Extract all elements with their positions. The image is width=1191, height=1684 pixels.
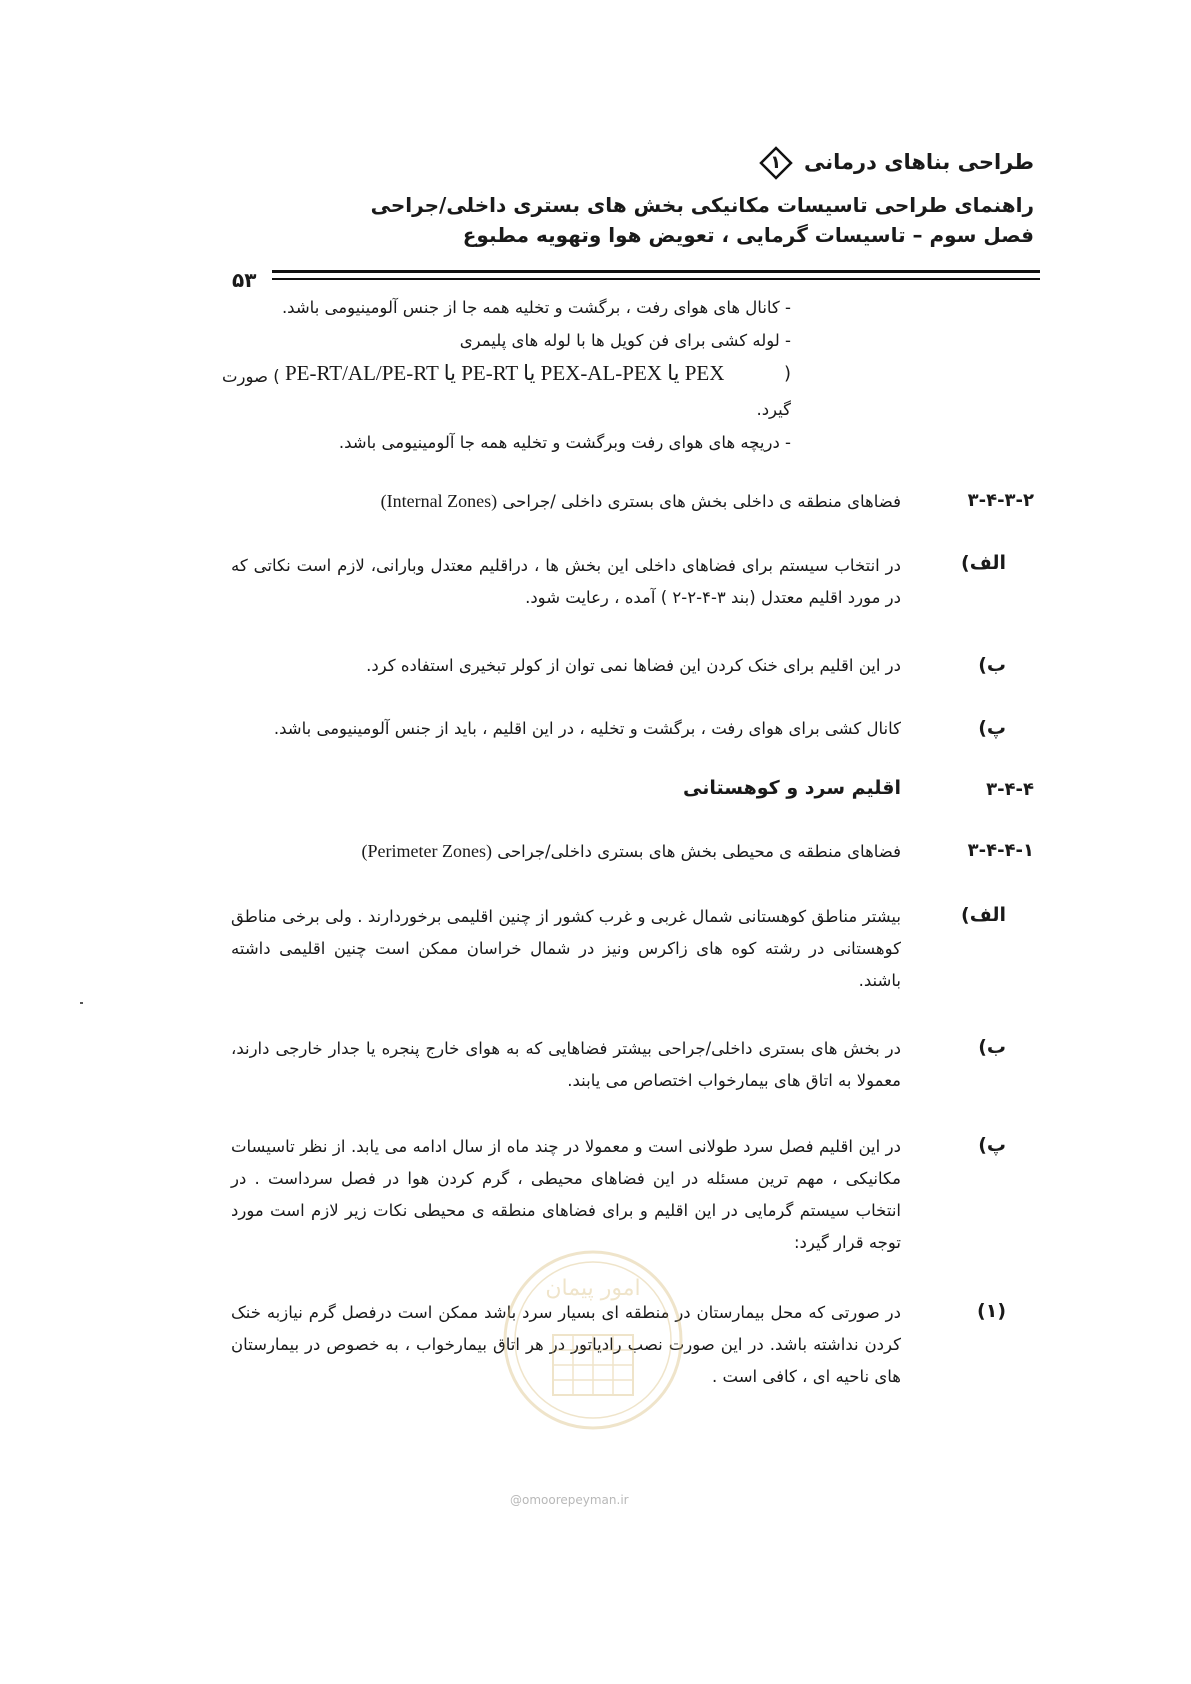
bullet-item: - دریچه های هوای رفت وبرگشت و تخلیه همه جا آلومینیومی باشد. <box>338 433 791 452</box>
item-text: کانال کشی برای هوای رفت ، برگشت و تخلیه ، در این اقلیم ، باید از جنس آلومینیومی باشد. <box>273 719 901 738</box>
item-text: در انتخاب سیستم برای فضاهای داخلی این بخش ها ، دراقلیم معتدل وبارانی، لازم است نکاتی که در مورد اقلیم معتدل (بند ۳-۴-۲-۲ ) آمده ، رعایت شود. <box>231 556 901 607</box>
section-number: ۳-۴-۴ <box>986 779 1034 800</box>
bullet-item: - کانال های هوای رفت ، برگشت و تخلیه همه جا از جنس آلومینیومی باشد. <box>281 298 791 317</box>
item-marker: پ) <box>978 1134 1006 1156</box>
watermark-text: @omoorepeyman.ir <box>510 1493 629 1507</box>
section-title-fa: فضاهای منطقه ی داخلی بخش های بستری داخلی /جراحی <box>502 492 901 511</box>
item-text: در صورتی که محل بیمارستان در منطقه ای بسیار سرد باشد ممکن است درفصل گرم نیازبه خنک کردن نداشته باشد. در این صورت نصب رادیاتور در هر اتاق بیمارخواب ، به خصوص در بیمارستان های ناحیه ای ، کافی است . <box>231 1303 901 1386</box>
header-chapter: فصل سوم – تاسیسات گرمایی ، تعویض هوا وتهویه مطبوع <box>462 223 1034 247</box>
stamp-text: امور پیمان <box>545 1276 641 1301</box>
section-title: اقلیم سرد و کوهستانی <box>683 777 901 799</box>
pipe-types-list: PE-RT/AL/PE-RT یا PE-RT یا PEX-AL-PEX یا PEX <box>285 361 725 385</box>
item-text: در این اقلیم فصل سرد طولانی است و معمولا در چند ماه از سال ادامه می یابد. از نظر تاسیسات مکانیکی ، مهم ترین مسئله در این فضاهای محیطی ، گرم کردن هوا در فصل سرداست . در انتخاب سیستم گرمایی در این اقلیم و برای فضاهای منطقه ی محیطی نکات زیر لازم است مورد توجه قرار گیرد: <box>231 1137 901 1252</box>
volume-number-badge <box>759 146 793 180</box>
section-number: ۳-۴-۳-۲ <box>967 490 1034 511</box>
page-number: ۵۳ <box>232 268 257 292</box>
item-text: در بخش های بستری داخلی/جراحی بیشتر فضاهایی که به هوای خارج پنجره یا جدار خارجی دارند، معمولا به اتاق های بیمارخواب اختصاص می یابند. <box>231 1039 901 1090</box>
item-text: بیشتر مناطق کوهستانی شمال غربی و غرب کشور از چنین اقلیمی برخوردارند . ولی برخی مناطق کوهستانی در رشته کوه های زاکرس ونیز در شمال خراسان ممکن است چنین اقلیمی داشته باشند. <box>231 907 901 990</box>
item-text: در این اقلیم برای خنک کردن این فضاها نمی توان از کولر تبخیری استفاده کرد. <box>366 656 901 675</box>
item-marker: ب) <box>978 1036 1006 1058</box>
header-subtitle: راهنمای طراحی تاسیسات مکانیکی بخش های بستری داخلی/جراحی <box>370 193 1034 217</box>
section-title-fa: فضاهای منطقه ی محیطی بخش های بستری داخلی/جراحی <box>497 842 901 861</box>
bullet-continuation-end: گیرد. <box>756 400 791 419</box>
item-marker: (۱) <box>977 1300 1006 1322</box>
item-marker: ب) <box>978 654 1006 676</box>
header-series-title: طراحی بناهای درمانی <box>804 150 1034 174</box>
stamp-watermark-icon <box>498 1240 688 1440</box>
bullet-continuation-paren-open: ( <box>783 363 791 384</box>
bullet-item: - لوله کشی برای فن کویل ها با لوله های پلیمری <box>459 331 791 350</box>
bullet-continuation-text: ) صورت <box>222 367 280 386</box>
item-marker: الف) <box>961 552 1006 574</box>
header-rule-thick <box>272 270 1040 273</box>
section-number: ۳-۴-۴-۱ <box>967 840 1034 861</box>
section-title <box>381 491 901 512</box>
header-rule-thin <box>272 278 1040 280</box>
volume-number: ۱ <box>770 152 782 173</box>
item-marker: الف) <box>961 904 1006 926</box>
scan-speck <box>80 1002 83 1004</box>
header-title-line <box>755 146 1034 180</box>
item-marker: پ) <box>978 717 1006 739</box>
section-title <box>362 841 902 862</box>
section-title-en: (Internal Zones) <box>380 491 498 511</box>
section-title-en: (Perimeter Zones) <box>361 841 492 861</box>
